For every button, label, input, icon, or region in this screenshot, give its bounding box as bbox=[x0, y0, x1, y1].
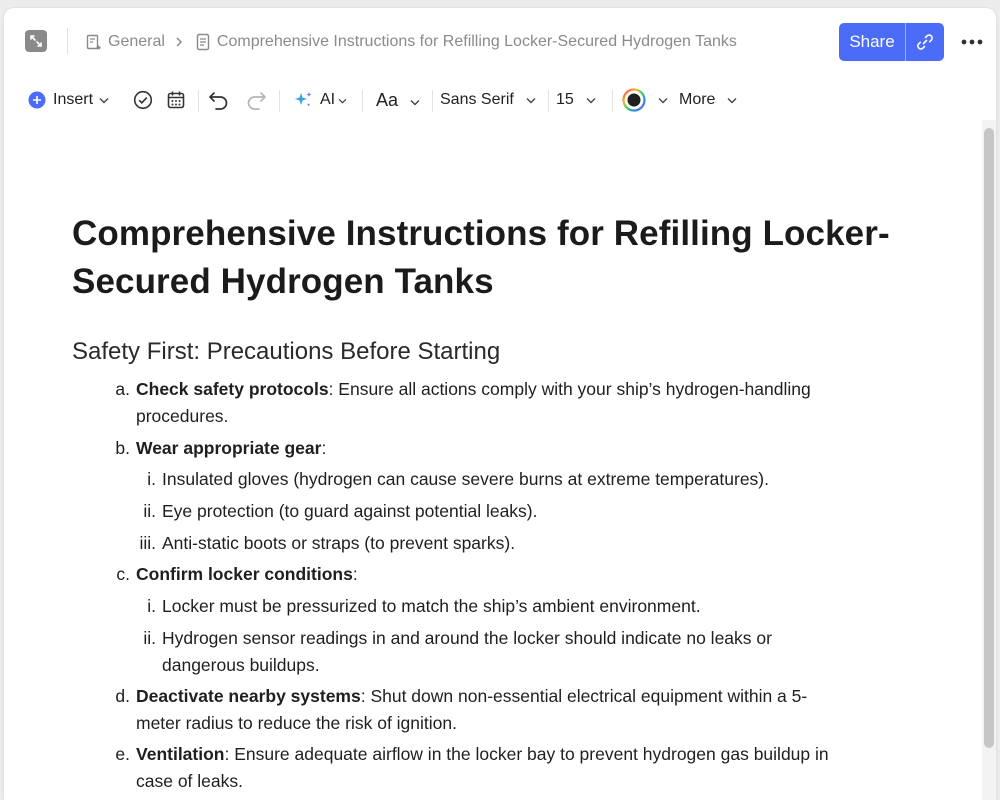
list-item-continuation: procedures. bbox=[136, 406, 229, 426]
list-item-label: Check safety protocols bbox=[136, 379, 329, 399]
formatting-toolbar bbox=[4, 80, 996, 120]
editor-window bbox=[4, 8, 996, 800]
list-item[interactable] bbox=[136, 741, 829, 768]
list-marker: d. bbox=[115, 686, 130, 706]
divider bbox=[432, 90, 433, 112]
insert-button[interactable] bbox=[28, 80, 109, 120]
divider bbox=[198, 90, 199, 112]
font-family-select[interactable] bbox=[440, 80, 536, 120]
sub-list-item[interactable]: Anti-static boots or straps (to prevent sparks). bbox=[162, 533, 516, 553]
list-item-continuation: meter radius to reduce the risk of ignition. bbox=[136, 713, 457, 733]
document-body[interactable] bbox=[4, 120, 984, 800]
font-size-select[interactable] bbox=[556, 80, 596, 120]
list-marker: c. bbox=[116, 564, 130, 584]
list-item-text: : Ensure adequate airflow in the locker bay to prevent hydrogen gas buildup in bbox=[224, 744, 829, 764]
list-item[interactable] bbox=[136, 376, 811, 403]
divider bbox=[612, 90, 613, 112]
chevron-down-icon bbox=[410, 90, 420, 111]
checklist-button[interactable] bbox=[133, 80, 153, 120]
ai-label: AI bbox=[320, 91, 336, 108]
divider bbox=[548, 90, 549, 112]
sparkle-icon bbox=[292, 90, 314, 110]
chevron-down-icon bbox=[586, 91, 596, 109]
font-family-value: Sans Serif bbox=[440, 91, 514, 108]
list-item-text: : bbox=[321, 438, 327, 458]
color-wheel-icon bbox=[622, 88, 646, 112]
text-style-label: Aa bbox=[376, 89, 399, 110]
list-item-label: Wear appropriate gear bbox=[136, 438, 322, 458]
list-marker: b. bbox=[115, 438, 130, 458]
divider bbox=[362, 90, 363, 112]
font-size-value: 15 bbox=[556, 91, 574, 108]
text-style-button[interactable] bbox=[376, 80, 420, 120]
list-item-label: Deactivate nearby systems bbox=[136, 686, 361, 706]
list-item-label: Confirm locker conditions bbox=[136, 564, 353, 584]
sub-list-item[interactable]: Locker must be pressurized to match the ship’s ambient environment. bbox=[162, 596, 701, 616]
list-item-text: : Ensure all actions comply with your ship’s hydrogen-handling bbox=[328, 379, 811, 399]
copy-link-button[interactable] bbox=[906, 23, 944, 61]
sub-list-item[interactable]: Hydrogen sensor readings in and around the locker should indicate no leaks or bbox=[162, 628, 772, 648]
share-group bbox=[839, 23, 944, 61]
undo-icon bbox=[208, 90, 230, 110]
list-item-continuation: case of leaks. bbox=[136, 771, 243, 791]
list-item-text: : bbox=[352, 564, 358, 584]
check-circle-icon bbox=[133, 90, 153, 110]
more-label: More bbox=[679, 91, 716, 108]
section-heading[interactable]: Safety First: Precautions Before Starting bbox=[72, 338, 501, 365]
undo-button[interactable] bbox=[208, 80, 230, 120]
link-icon bbox=[915, 32, 935, 52]
ai-button[interactable] bbox=[292, 80, 347, 120]
chevron-down-icon bbox=[658, 91, 668, 109]
sub-list-marker: ii. bbox=[143, 501, 156, 521]
breadcrumb-document[interactable]: Comprehensive Instructions for Refilling Locker-Secured Hydrogen Tanks bbox=[216, 33, 737, 50]
document-title-line: Comprehensive Instructions for Refilling Locker- bbox=[72, 214, 890, 253]
share-button[interactable]: Share bbox=[849, 32, 895, 51]
sub-list-marker: iii. bbox=[139, 533, 156, 553]
sub-list-marker: ii. bbox=[143, 628, 156, 648]
list-marker: e. bbox=[115, 744, 130, 764]
sub-list-marker: i. bbox=[147, 596, 156, 616]
sub-list-item[interactable]: Eye protection (to guard against potential leaks). bbox=[162, 501, 538, 521]
expand-icon[interactable] bbox=[25, 30, 47, 52]
list-item[interactable] bbox=[136, 435, 326, 462]
chevron-down-icon bbox=[338, 91, 347, 109]
breadcrumb-workspace[interactable]: General bbox=[108, 33, 165, 50]
chevron-down-icon bbox=[727, 91, 737, 109]
divider bbox=[67, 28, 68, 54]
list-marker: a. bbox=[115, 379, 130, 399]
chevron-right-icon bbox=[175, 34, 183, 50]
scrollbar-thumb[interactable] bbox=[984, 128, 994, 748]
redo-button[interactable] bbox=[245, 80, 267, 120]
insert-label: Insert bbox=[53, 91, 94, 108]
sub-list-marker: i. bbox=[147, 469, 156, 489]
date-button[interactable] bbox=[166, 80, 186, 120]
more-button[interactable] bbox=[679, 80, 737, 120]
document-title[interactable] bbox=[72, 210, 932, 306]
document-title-line: Secured Hydrogen Tanks bbox=[72, 262, 494, 301]
redo-icon bbox=[245, 90, 267, 110]
list-item[interactable] bbox=[136, 683, 807, 710]
sub-list-item-continuation: dangerous buildups. bbox=[162, 655, 320, 675]
text-color-select[interactable] bbox=[622, 80, 668, 120]
document-icon bbox=[193, 32, 213, 52]
list-item-label: Ventilation bbox=[136, 744, 225, 764]
top-bar bbox=[4, 8, 996, 76]
chevron-down-icon bbox=[99, 91, 109, 109]
workspace-icon bbox=[84, 32, 104, 52]
sub-list-item[interactable]: Insulated gloves (hydrogen can cause severe burns at extreme temperatures). bbox=[162, 469, 769, 489]
breadcrumb bbox=[84, 30, 737, 54]
chevron-down-icon bbox=[526, 91, 536, 109]
calendar-icon bbox=[166, 90, 186, 110]
divider bbox=[279, 90, 280, 112]
list-item-text: : Shut down non-essential electrical equipment within a 5- bbox=[360, 686, 808, 706]
plus-circle-icon bbox=[28, 91, 46, 109]
more-options-icon[interactable] bbox=[959, 32, 985, 52]
list-item[interactable] bbox=[136, 561, 358, 588]
